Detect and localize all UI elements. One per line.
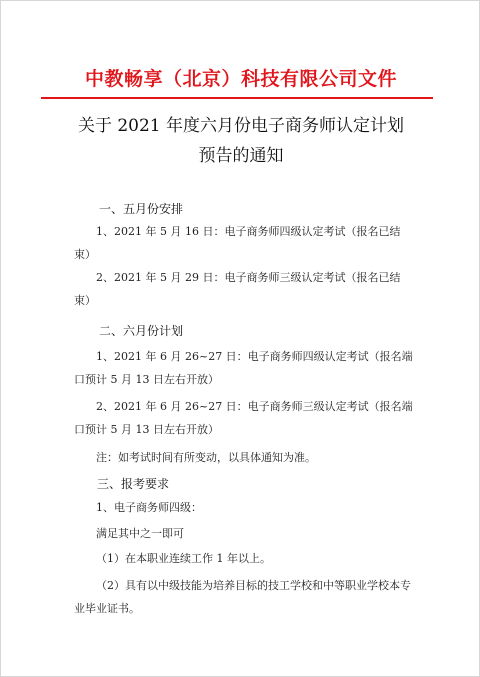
req-item-condition: 满足其中之一即可 [96,527,184,540]
june-item-2: 2、2021 年 6 月 26~27 日：电子商务师三级认定考试（报名端口预计 5 月 13 日左右开放） [74,400,413,436]
req-item-2: （2）具有以中级技能为培养目标的技工学校和中等职业学校本专业毕业证书。 [74,579,411,615]
req-item-1: （1）在本职业连续工作 1 年以上。 [96,552,271,565]
june-item-1: 1、2021 年 6 月 26~27 日：电子商务师四级认定考试（报名端口预计 5 月 13 日左右开放） [74,350,413,386]
may-item-1: 1、2021 年 5 月 16 日：电子商务师四级认定考试（报名已结束） [74,225,401,261]
june-note: 注：如考试时间有所变动，以具体通知为准。 [96,451,316,464]
header-red-rule [41,97,433,99]
section-heading-june: 二、六月份计划 [99,324,184,338]
org-header-title: 中教畅享（北京）科技有限公司文件 [84,68,397,90]
req-item-level4: 1、电子商务师四级： [96,501,202,514]
notice-title-line-2: 预告的通知 [198,146,284,166]
notice-title-line-1: 关于 2021 年度六月份电子商务师认定计划 [77,116,405,136]
notice-title [41,111,441,171]
section-heading-may: 一、五月份安排 [99,202,184,216]
section-heading-requirements: 三、报考要求 [97,477,170,491]
may-item-2: 2、2021 年 5 月 29 日：电子商务师三级认定考试（报名已结束） [74,271,401,307]
